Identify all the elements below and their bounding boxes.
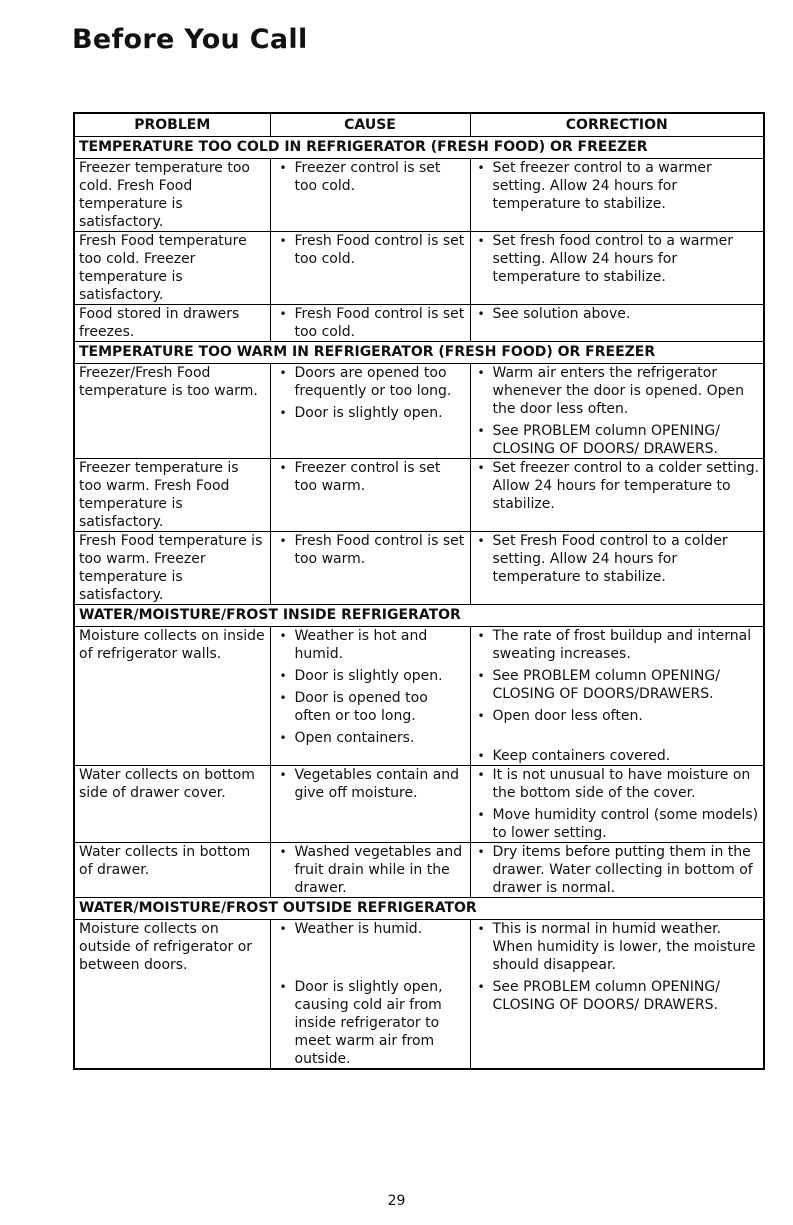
table-row [74, 232, 764, 305]
problem-cell: Water collects on bottom side of drawer cover. [74, 766, 270, 843]
correction-item: • Set freezer control to a colder setting. Allow 24 hours for temperature to stabilize. [493, 459, 762, 513]
correction-cell [470, 766, 764, 843]
table-row [74, 364, 764, 459]
section-header [74, 898, 764, 920]
cause-item: • Fresh Food control is set too cold. [295, 232, 466, 268]
correction-cell [470, 459, 764, 532]
correction-item: • Set Fresh Food control to a colder setting. Allow 24 hours for temperature to stabilize. [493, 532, 762, 586]
correction-item: • The rate of frost buildup and internal sweating increases. [493, 627, 762, 663]
cause-cell [270, 532, 470, 605]
correction-cell [470, 364, 764, 459]
section-title: TEMPERATURE TOO COLD IN REFRIGERATOR (FRESH FOOD) OR FREEZER [74, 137, 764, 159]
cause-header: CAUSE [270, 113, 470, 137]
cause-item: • Door is slightly open. [295, 667, 466, 685]
problem-cell: Fresh Food temperature is too warm. Freezer temperature is satisfactory. [74, 532, 270, 605]
cause-item: • Doors are opened too frequently or too long. [295, 364, 466, 400]
troubleshooting-table [73, 112, 765, 1070]
table-body [74, 137, 764, 1070]
problem-cell: Moisture collects on outside of refrigerator or between doors. [74, 920, 270, 1070]
cause-item: • Freezer control is set too warm. [295, 459, 466, 495]
cause-cell [270, 627, 470, 766]
cause-item: • Vegetables contain and give off moisture. [295, 766, 466, 802]
correction-header: CORRECTION [470, 113, 764, 137]
table-row [74, 459, 764, 532]
problem-cell: Water collects in bottom of drawer. [74, 843, 270, 898]
problem-cell: Freezer temperature too cold. Fresh Food temperature is satisfactory. [74, 159, 270, 232]
correction-item: • Keep containers covered. [493, 747, 762, 765]
correction-item: • See PROBLEM column OPENING/ CLOSING OF DOORS/ DRAWERS. [493, 422, 762, 458]
section-header [74, 137, 764, 159]
cause-cell [270, 459, 470, 532]
table-row [74, 766, 764, 843]
correction-item: • It is not unusual to have moisture on the bottom side of the cover. [493, 766, 762, 802]
correction-cell [470, 532, 764, 605]
table-row [74, 920, 764, 1070]
section-header [74, 342, 764, 364]
correction-cell [470, 627, 764, 766]
correction-cell [470, 232, 764, 305]
correction-item: • Dry items before putting them in the drawer. Water collecting in bottom of drawer is normal. [493, 843, 762, 897]
correction-item: • Open door less often. [493, 707, 762, 725]
table-row [74, 159, 764, 232]
troubleshooting-table-wrap [73, 112, 763, 1070]
cause-item: • Open containers. [295, 729, 466, 747]
cause-cell [270, 305, 470, 342]
cause-item: • Weather is humid. [295, 920, 466, 938]
section-title: TEMPERATURE TOO WARM IN REFRIGERATOR (FRESH FOOD) OR FREEZER [74, 342, 764, 364]
cause-cell [270, 364, 470, 459]
correction-item: • Move humidity control (some models) to lower setting. [493, 806, 762, 842]
cause-item: • Door is opened too often or too long. [295, 689, 466, 725]
cause-item: • Door is slightly open, causing cold air from inside refrigerator to meet warm air from outside. [295, 978, 466, 1068]
problem-cell: Fresh Food temperature too cold. Freezer temperature is satisfactory. [74, 232, 270, 305]
correction-item: • See PROBLEM column OPENING/ CLOSING OF DOORS/ DRAWERS. [493, 978, 762, 1014]
cause-cell [270, 159, 470, 232]
cause-item: • Washed vegetables and fruit drain while in the drawer. [295, 843, 466, 897]
cause-item: • Fresh Food control is set too cold. [295, 305, 466, 341]
page-title: Before You Call [72, 24, 308, 55]
problem-cell: Freezer/Fresh Food temperature is too warm. [74, 364, 270, 459]
cause-cell [270, 843, 470, 898]
section-title: WATER/MOISTURE/FROST OUTSIDE REFRIGERATOR [74, 898, 764, 920]
problem-cell: Freezer temperature is too warm. Fresh Food temperature is satisfactory. [74, 459, 270, 532]
correction-item: • Set fresh food control to a warmer setting. Allow 24 hours for temperature to stabilize. [493, 232, 762, 286]
correction-cell [470, 920, 764, 1070]
cause-item: • Fresh Food control is set too warm. [295, 532, 466, 568]
correction-item: • See PROBLEM column OPENING/ CLOSING OF DOORS/DRAWERS. [493, 667, 762, 703]
problem-header: PROBLEM [74, 113, 270, 137]
table-row [74, 627, 764, 766]
section-title: WATER/MOISTURE/FROST INSIDE REFRIGERATOR [74, 605, 764, 627]
table-row [74, 305, 764, 342]
correction-cell [470, 843, 764, 898]
correction-cell [470, 305, 764, 342]
problem-cell: Food stored in drawers freezes. [74, 305, 270, 342]
correction-cell [470, 159, 764, 232]
correction-item: • See solution above. [493, 305, 762, 323]
cause-cell [270, 920, 470, 1070]
header-row [74, 113, 764, 137]
section-header [74, 605, 764, 627]
cause-item: • Weather is hot and humid. [295, 627, 466, 663]
table-row [74, 532, 764, 605]
cause-cell [270, 766, 470, 843]
cause-item: • Door is slightly open. [295, 404, 466, 422]
correction-item: • Set freezer control to a warmer setting. Allow 24 hours for temperature to stabilize. [493, 159, 762, 213]
page-number: 29 [387, 1193, 406, 1209]
table-row [74, 843, 764, 898]
cause-cell [270, 232, 470, 305]
correction-item: • This is normal in humid weather. When humidity is lower, the moisture should disappear. [493, 920, 762, 974]
cause-item: • Freezer control is set too cold. [295, 159, 466, 195]
problem-cell: Moisture collects on inside of refrigerator walls. [74, 627, 270, 766]
correction-item: • Warm air enters the refrigerator whenever the door is opened. Open the door less often. [493, 364, 762, 418]
